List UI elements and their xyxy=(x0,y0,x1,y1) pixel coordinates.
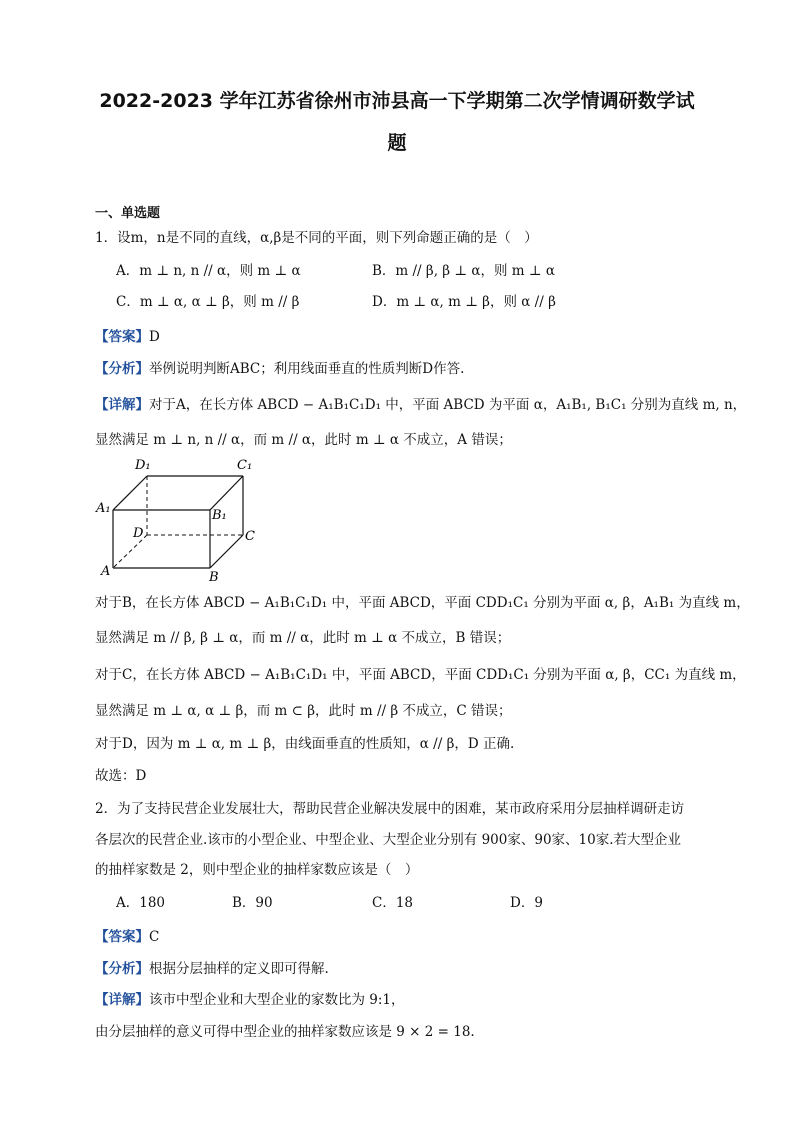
q2-answer xyxy=(95,928,159,946)
label-c1: C₁ xyxy=(237,458,253,473)
label-b: B xyxy=(209,570,219,585)
detail-text: 该市中型企业和大型企业的家数比为 9:1， xyxy=(149,992,405,1008)
section-heading: 一、单选题 xyxy=(95,206,161,221)
analysis-tag: 【分析】 xyxy=(95,961,149,977)
page-title-line-1: 2022-2023 学年江苏省徐州市沛县高一下学期第二次学情调研数学试 xyxy=(99,90,695,112)
analysis-tag: 【分析】 xyxy=(95,361,149,377)
q1-detail-line-1 xyxy=(95,396,746,414)
answer-tag: 【答案】 xyxy=(95,329,149,345)
page-title-line-2: 题 xyxy=(387,132,407,154)
q1-option-a: A．m ⊥ n, n // α，则 m ⊥ α xyxy=(116,263,301,279)
answer-value: D xyxy=(149,329,160,345)
label-a1: A₁ xyxy=(96,501,111,516)
edge-c1b1 xyxy=(210,476,243,510)
q1-detail-line-4: 显然满足 m // β, β ⊥ α，而 m // α，此时 m ⊥ α 不成立，B 错误； xyxy=(95,630,511,646)
detail-text: 对于A，在长方体 ABCD − A₁B₁C₁D₁ 中，平面 ABCD 为平面 α，A₁B₁, B₁C₁ 分别为直线 m, n， xyxy=(149,397,747,413)
q1-detail-line-5: 对于C，在长方体 ABCD − A₁B₁C₁D₁ 中，平面 ABCD，平面 CDD₁C₁ 分别为平面 α, β，CC₁ 为直线 m， xyxy=(95,667,746,683)
q1-detail-line-3: 对于B，在长方体 ABCD − A₁B₁C₁D₁ 中，平面 ABCD，平面 CDD₁C₁ 分别为平面 α, β，A₁B₁ 为直线 m， xyxy=(95,595,750,611)
label-a: A xyxy=(101,564,111,579)
label-d1: D₁ xyxy=(135,458,151,473)
detail-tag: 【详解】 xyxy=(95,397,149,413)
label-d: D xyxy=(133,526,144,541)
q2-stem-line-2: 各层次的民营企业.该市的小型企业、中型企业、大型企业分别有 900家、90家、10家.若大型企业 xyxy=(95,832,681,848)
answer-tag: 【答案】 xyxy=(95,929,149,945)
label-b1: B₁ xyxy=(212,508,227,523)
q1-option-b: B．m // β, β ⊥ α，则 m ⊥ α xyxy=(372,263,555,279)
q1-conclusion: 故选：D xyxy=(95,768,147,784)
q2-detail xyxy=(95,991,405,1009)
q1-analysis xyxy=(95,360,464,378)
q1-detail-line-2: 显然满足 m ⊥ n, n // α，而 m // α，此时 m ⊥ α 不成立，A 错误； xyxy=(95,432,512,448)
cuboid-figure xyxy=(95,455,265,585)
q1-answer xyxy=(95,328,160,346)
q1-detail-line-7: 对于D，因为 m ⊥ α, m ⊥ β，由线面垂直的性质知，α // β，D 正确. xyxy=(95,736,515,752)
detail-tag: 【详解】 xyxy=(95,992,149,1008)
q1-option-d: D．m ⊥ α, m ⊥ β，则 α // β xyxy=(372,294,556,310)
q2-stem-line-1: 2．为了支持民营企业发展壮大，帮助民营企业解决发展中的困难，某市政府采用分层抽样调研走访 xyxy=(95,801,685,817)
q2-analysis xyxy=(95,960,329,978)
q2-option-d: D．9 xyxy=(510,895,543,911)
q1-stem: 1．设m，n是不同的直线，α,β是不同的平面，则下列命题正确的是（ ） xyxy=(95,230,538,246)
edge-cb xyxy=(210,535,243,568)
answer-value: C xyxy=(149,929,160,945)
q1-detail-line-6: 显然满足 m ⊥ α, α ⊥ β，而 m ⊂ β，此时 m // β 不成立，C 错误； xyxy=(95,703,512,719)
analysis-text: 根据分层抽样的定义即可得解. xyxy=(149,961,329,977)
q1-option-c: C．m ⊥ α, α ⊥ β，则 m // β xyxy=(116,294,300,310)
label-c: C xyxy=(245,529,255,544)
q2-option-b: B．90 xyxy=(232,895,273,911)
q2-option-c: C．18 xyxy=(372,895,414,911)
edge-a1d1 xyxy=(113,476,147,510)
q2-stem-line-3: 的抽样家数是 2，则中型企业的抽样家数应该是（ ） xyxy=(95,862,419,878)
analysis-text: 举例说明判断ABC；利用线面垂直的性质判断D作答. xyxy=(149,361,465,377)
q2-final: 由分层抽样的意义可得中型企业的抽样家数应该是 9 × 2 = 18. xyxy=(95,1024,475,1040)
q2-option-a: A．180 xyxy=(116,895,166,911)
